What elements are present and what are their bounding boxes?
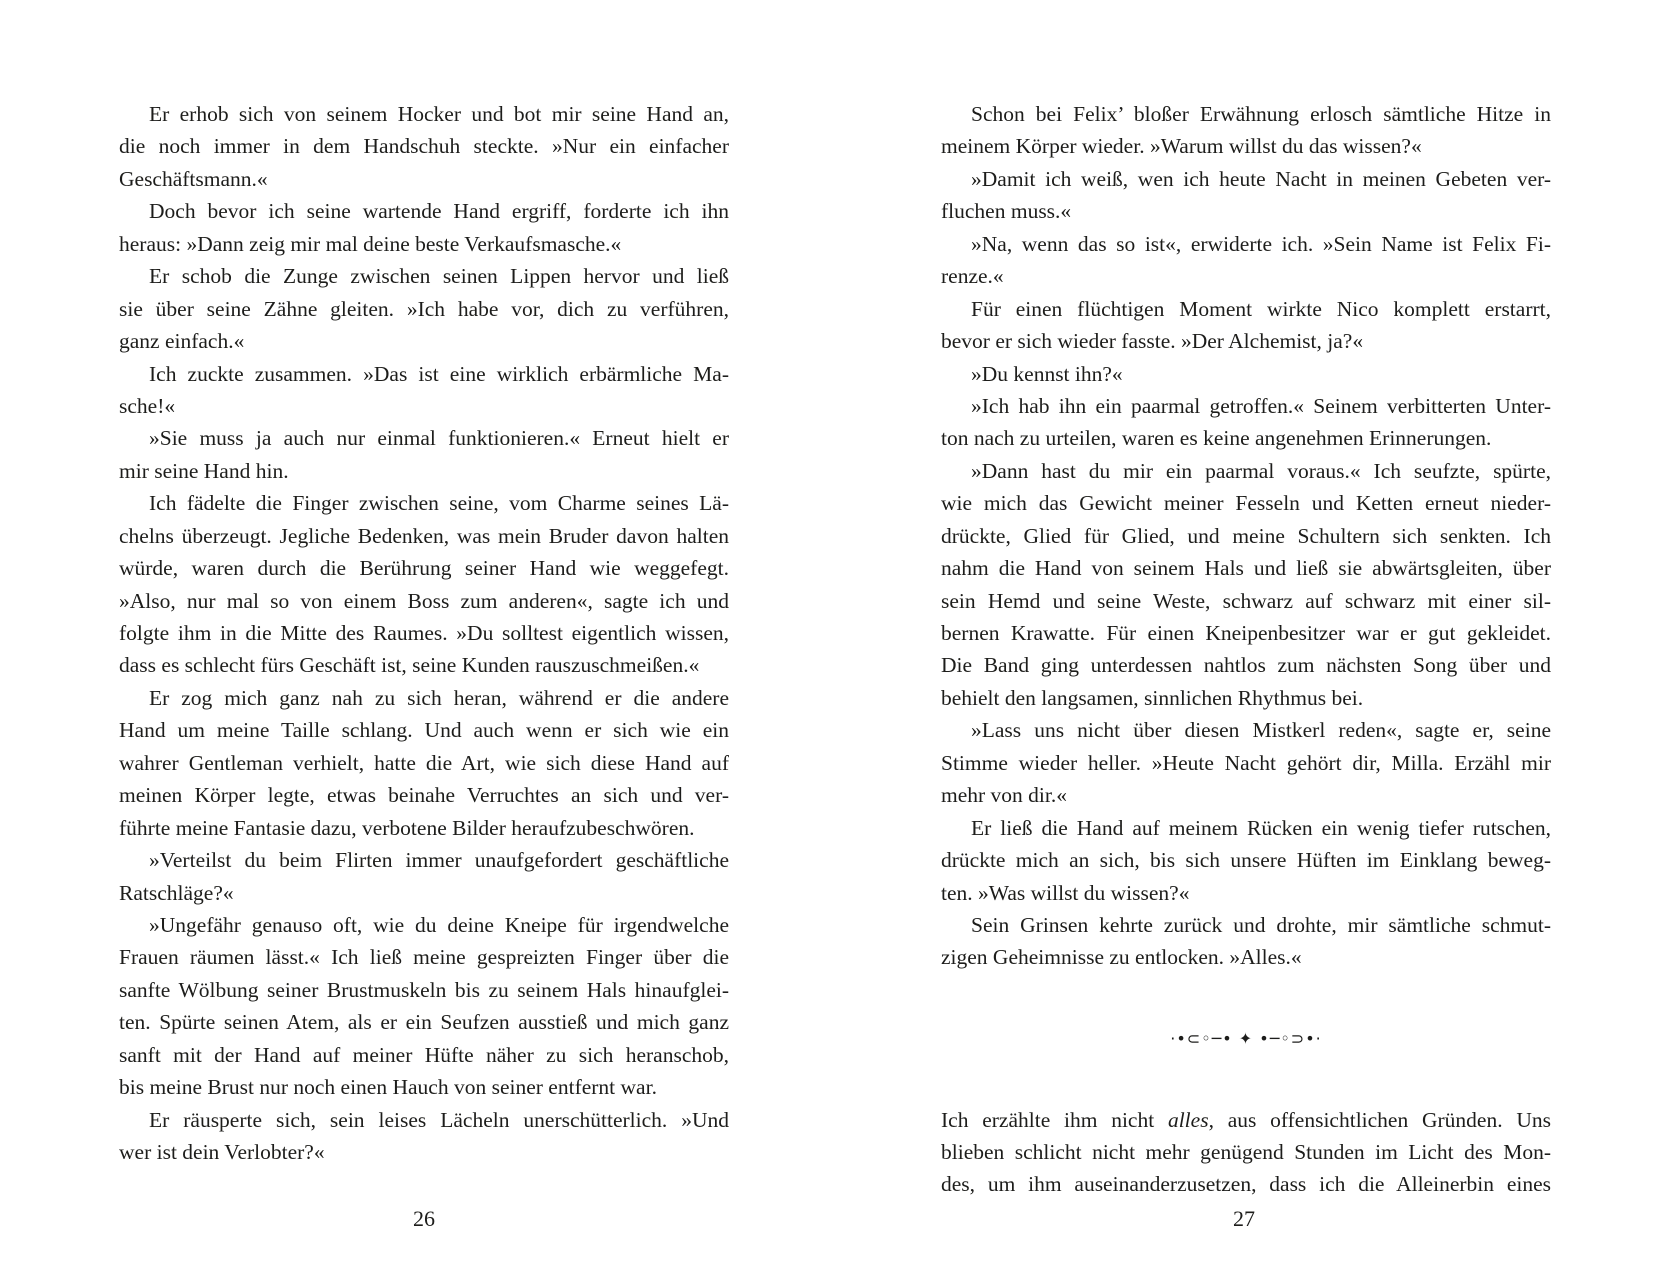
- text-line: mir seine Hand hin.: [119, 458, 289, 483]
- text-line: »Lass uns nicht über diesen Mistkerl reden«, sagte er, seine: [971, 718, 1551, 743]
- text-line: sie über seine Zähne gleiten. »Ich habe vor, dich zu verführen,: [119, 296, 729, 321]
- scene-break: [941, 1006, 1551, 1071]
- text-line: Er schob die Zunge zwischen seinen Lippen hervor und ließ: [149, 264, 729, 289]
- text-line: ton nach zu urteilen, waren es keine angenehmen Erinnerungen.: [941, 426, 1492, 451]
- text-line: folgte ihm in die Mitte des Raumes. »Du solltest eigentlich wissen,: [119, 621, 729, 645]
- text-line: die noch immer in dem Handschuh steckte. »Nur ein einfacher: [119, 134, 729, 159]
- text-line: Geschäftsmann.«: [119, 166, 268, 191]
- text-line: Doch bevor ich seine wartende Hand ergriff, forderte ich ihn: [149, 199, 729, 224]
- text-line: drückte mich an sich, bis sich unsere Hüften im Einklang beweg-: [941, 848, 1551, 873]
- text-line: »Ich hab ihn ein paarmal getroffen.« Seinem verbitterten Unter-: [971, 393, 1551, 418]
- text-line: fluchen muss.«: [941, 199, 1072, 224]
- text-line: drückte, Glied für Glied, und meine Schultern sich senkten. Ich: [941, 523, 1551, 548]
- text-line: Ich fädelte die Finger zwischen seine, vom Charme seines Lä-: [149, 491, 729, 516]
- text-line: renze.«: [941, 264, 1004, 289]
- text-line: Schon bei Felix’ bloßer Erwähnung erlosch sämtliche Hitze in: [971, 102, 1551, 126]
- text-line: bevor er sich wieder fasste. »Der Alchemist, ja?«: [941, 329, 1364, 354]
- text-line: Stimme wieder heller. »Heute Nacht gehört dir, Milla. Erzähl mir: [941, 750, 1551, 775]
- text-line: ten. »Was willst du wissen?«: [941, 880, 1190, 905]
- text-line: würde, waren durch die Berührung seiner Hand wie weggefegt.: [119, 556, 729, 581]
- text-line: »Damit ich weiß, wen ich heute Nacht in meinen Gebeten ver-: [971, 166, 1551, 191]
- text-line: »Verteilst du beim Flirten immer unaufgefordert geschäftliche: [149, 848, 729, 873]
- text-line: heraus: »Dann zeig mir mal deine beste Verkaufsmasche.«: [119, 231, 622, 256]
- right-page-text: [941, 98, 1551, 1201]
- blank-line: [941, 1071, 1551, 1103]
- text-line: nahm die Hand von seinem Hals und ließ sie abwärtsgleiten, über: [941, 556, 1551, 581]
- text-line: »Sie muss ja auch nur einmal funktionieren.« Erneut hielt er: [149, 426, 729, 451]
- text-line: Hand um meine Taille schlang. Und auch wenn er sich wie ein: [119, 718, 729, 743]
- text-line: chelns überzeugt. Jegliche Bedenken, was mein Bruder davon halten: [119, 523, 729, 548]
- text-line: Für einen flüchtigen Moment wirkte Nico komplett erstarrt,: [971, 296, 1551, 321]
- right-page-passage: [941, 98, 1551, 974]
- text-line: Ich erzählte ihm nicht alles, aus offensichtlichen Gründen. Uns: [941, 1107, 1551, 1132]
- text-line: bernen Krawatte. Für einen Kneipenbesitzer war er gut gekleidet.: [941, 621, 1551, 645]
- emphasis-text: alles: [1167, 1107, 1209, 1132]
- text-line: Er erhob sich von seinem Hocker und bot mir seine Hand an,: [149, 102, 729, 126]
- text-line: sein Hemd und seine Weste, schwarz auf schwarz mit einer sil-: [941, 588, 1551, 613]
- page-number-right: 27: [1233, 1206, 1255, 1231]
- text-line: wie mich das Gewicht meiner Fesseln und Ketten erneut nieder-: [941, 491, 1551, 516]
- text-line: des, um ihm auseinanderzusetzen, dass ich die Alleinerbin eines: [941, 1172, 1551, 1197]
- flourish-divider-icon: ·•⊂◦─• ✦ •─◦⊃•·: [1170, 1029, 1322, 1049]
- text-line: »Also, nur mal so von einem Boss zum anderen«, sagte ich und: [119, 588, 729, 613]
- text-line: Ratschläge?«: [119, 880, 234, 905]
- text-line: »Ungefähr genauso oft, wie du deine Kneipe für irgendwelche: [149, 912, 729, 937]
- text-line: führte meine Fantasie dazu, verbotene Bilder heraufzubeschwören.: [119, 815, 695, 840]
- text-line: »Dann hast du mir ein paarmal voraus.« Ich seufzte, spürte,: [971, 458, 1551, 483]
- text-line: wahrer Gentleman verhielt, hatte die Art, wie sich diese Hand auf: [119, 750, 729, 775]
- text-line: sanfte Wölbung seiner Brustmuskeln bis zu seinem Hals hinaufglei-: [119, 977, 729, 1002]
- right-page-new-section: [941, 1136, 1551, 1201]
- text-line: dass es schlecht fürs Geschäft ist, seine Kunden rauszuschmeißen.«: [119, 653, 700, 678]
- text-line: »Na, wenn das so ist«, erwiderte ich. »Sein Name ist Felix Fi-: [971, 231, 1551, 256]
- left-page-text: [119, 98, 729, 1168]
- text-line: Ich zuckte zusammen. »Das ist eine wirklich erbärmliche Ma-: [149, 361, 729, 386]
- text-line: Er ließ die Hand auf meinem Rücken ein wenig tiefer rutschen,: [971, 815, 1551, 840]
- text-line: sche!«: [119, 393, 176, 418]
- blank-line: [941, 974, 1551, 1006]
- text-line: ganz einfach.«: [119, 329, 245, 354]
- text-line: meinen Körper legte, etwas beinahe Verruchtes an sich und ver-: [119, 783, 729, 808]
- text-line: behielt den langsamen, sinnlichen Rhythmus bei.: [941, 685, 1364, 710]
- text-line: sanft mit der Hand auf meiner Hüfte näher zu sich heranschob,: [119, 1042, 729, 1067]
- text-line: Er zog mich ganz nah zu sich heran, während er die andere: [149, 685, 729, 710]
- text-line: bis meine Brust nur noch einen Hauch von seiner entfernt war.: [119, 1075, 657, 1100]
- text-line: Die Band ging unterdessen nahtlos zum nächsten Song über und: [941, 653, 1551, 678]
- text-line: Sein Grinsen kehrte zurück und drohte, mir sämtliche schmut-: [971, 912, 1551, 937]
- text-line: blieben schlicht nicht mehr genügend Stunden im Licht des Mon-: [941, 1140, 1551, 1165]
- page-number-left: 26: [413, 1206, 435, 1231]
- text-line: »Du kennst ihn?«: [971, 361, 1123, 386]
- text-line: Frauen räumen lässt.« Ich ließ meine gespreizten Finger über die: [119, 945, 729, 970]
- text-line: meinem Körper wieder. »Warum willst du das wissen?«: [941, 134, 1422, 159]
- text-line: zigen Geheimnisse zu entlocken. »Alles.«: [941, 945, 1302, 970]
- text-line: mehr von dir.«: [941, 783, 1067, 808]
- text-line: Er räusperte sich, sein leises Lächeln unerschütterlich. »Und: [149, 1107, 729, 1132]
- text-line: wer ist dein Verlobter?«: [119, 1140, 325, 1164]
- text-line: ten. Spürte seinen Atem, als er ein Seufzen ausstieß und mich ganz: [119, 1010, 729, 1035]
